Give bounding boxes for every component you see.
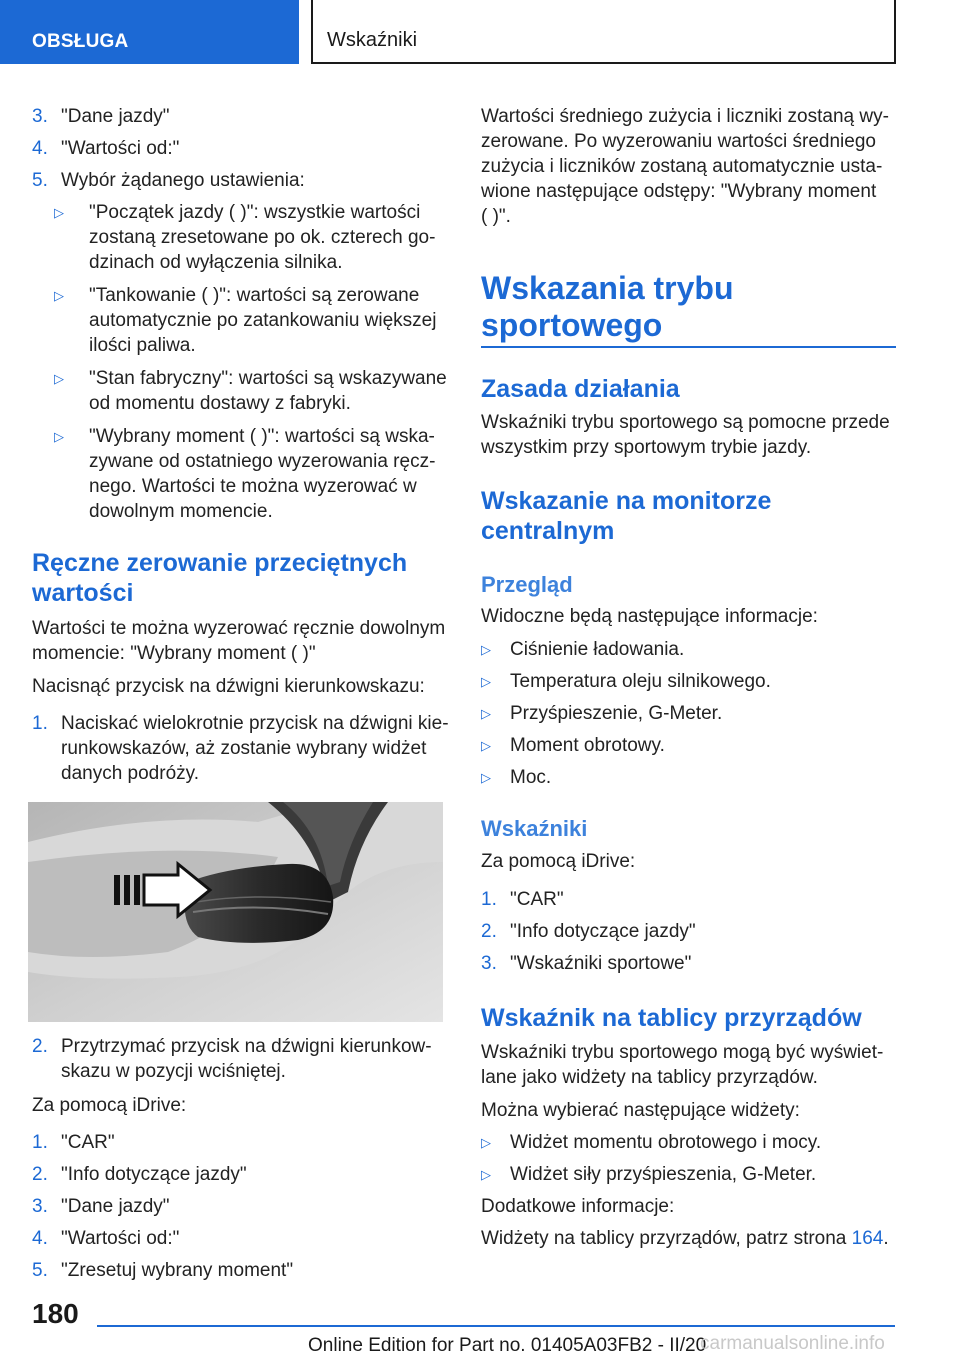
triangle-bullet-icon: ▷ (54, 371, 64, 386)
chapter-heading: sportowego (481, 307, 663, 343)
section-heading: centralnym (481, 517, 615, 545)
paragraph: Za pomocą iDrive: (32, 1095, 187, 1116)
header-chapter-box (311, 0, 896, 64)
step-text: Wybór żądanego ustawienia: (61, 170, 305, 191)
bullet-text: "Wybrany moment ( )": wartości są wska- (89, 426, 435, 447)
paragraph: Za pomocą iDrive: (481, 851, 636, 872)
paragraph-end: . (883, 1228, 889, 1249)
header-section-tab (0, 0, 299, 64)
triangle-bullet-icon: ▷ (481, 770, 491, 785)
bullet-text: dowolnym momencie. (89, 501, 273, 522)
step-text: Naciskać wielokrotnie przycisk na dźwigni kie- (61, 713, 449, 734)
triangle-bullet-icon: ▷ (481, 642, 491, 657)
step-text: danych podróży. (61, 763, 200, 784)
heading-rule (481, 346, 896, 348)
chapter-heading: Wskazania trybu (481, 270, 734, 306)
stalk-button-arrow-icon (28, 802, 443, 1022)
bullet-text: ilości paliwa. (89, 335, 196, 356)
turn-signal-stalk-illustration (28, 802, 443, 1022)
bullet-text: "Stan fabryczny": wartości są wskazywane (89, 368, 447, 389)
step-number: 1. (481, 889, 497, 910)
triangle-bullet-icon: ▷ (481, 1135, 491, 1150)
watermark-text: carmanualsonline.info (700, 1333, 885, 1354)
step-number: 2. (481, 921, 497, 942)
section-heading: Zasada działania (481, 375, 680, 403)
paragraph-text: Widżety na tablicy przyrządów, patrz strona (481, 1228, 852, 1249)
paragraph: Dodatkowe informacje: (481, 1196, 675, 1217)
paragraph: Nacisnąć przycisk na dźwigni kierunkowskazu: (32, 676, 425, 697)
page-reference-link[interactable]: 164 (851, 1228, 884, 1249)
step-text: "Dane jazdy" (61, 106, 170, 127)
paragraph: zerowane. Po wyzerowaniu wartości średniego (481, 131, 876, 152)
section-heading: Ręczne zerowanie przeciętnych (32, 549, 408, 577)
bullet-text: Przyśpieszenie, G-Meter. (510, 703, 723, 724)
paragraph: Wskaźniki trybu sportowego są pomocne przede (481, 412, 890, 433)
bullet-text: zostaną zresetowane po ok. czterech go- (89, 227, 436, 248)
bullet-text: automatycznie po zatankowaniu większej (89, 310, 437, 331)
step-number: 2. (32, 1164, 48, 1185)
bullet-text: Widżet momentu obrotowego i mocy. (510, 1132, 822, 1153)
step-number: 1. (32, 713, 48, 734)
step-number: 3. (32, 106, 48, 127)
step-text: "Info dotyczące jazdy" (510, 921, 696, 942)
section-heading: Wskazanie na monitorze (481, 487, 772, 515)
step-text: "Dane jazdy" (61, 1196, 170, 1217)
step-text: skazu w pozycji wciśniętej. (61, 1061, 286, 1082)
paragraph: wione następujące odstępy: "Wybrany moment (481, 181, 877, 202)
header-chapter-label: Wskaźniki (327, 29, 418, 51)
paragraph: ( )". (481, 206, 511, 227)
bullet-text: "Tankowanie ( )": wartości są zerowane (89, 285, 420, 306)
bullet-text: nego. Wartości te można wyzerować w (89, 476, 417, 497)
triangle-bullet-icon: ▷ (481, 706, 491, 721)
bullet-text: dzinach od wyłączenia silnika. (89, 252, 343, 273)
triangle-bullet-icon: ▷ (481, 1167, 491, 1182)
bullet-text: Temperatura oleju silnikowego. (510, 671, 771, 692)
bullet-text: Moc. (510, 767, 552, 788)
step-number: 3. (481, 953, 497, 974)
step-text: "Zresetuj wybrany moment" (61, 1260, 294, 1281)
bullet-text: Moment obrotowy. (510, 735, 665, 756)
bullet-text: zywane od ostatniego wyzerowania ręcz- (89, 451, 436, 472)
subsection-heading: Wskaźniki (481, 816, 588, 841)
step-text: runkowskazów, aż zostanie wybrany widżet (61, 738, 427, 759)
bullet-text: "Początek jazdy ( )": wszystkie wartości (89, 202, 421, 223)
step-number: 4. (32, 1228, 48, 1249)
step-number: 5. (32, 1260, 48, 1281)
section-heading: wartości (32, 579, 134, 607)
paragraph: Wartości te można wyzerować ręcznie dowolnym (32, 618, 446, 639)
step-number: 2. (32, 1036, 48, 1057)
paragraph: momencie: "Wybrany moment ( )" (32, 643, 316, 664)
triangle-bullet-icon: ▷ (481, 738, 491, 753)
paragraph-with-link (481, 1226, 889, 1252)
paragraph: Wartości średniego zużycia i liczniki zostaną wy- (481, 106, 889, 127)
step-number: 5. (32, 170, 48, 191)
paragraph: Wskaźniki trybu sportowego mogą być wyświet- (481, 1042, 884, 1063)
triangle-bullet-icon: ▷ (481, 674, 491, 689)
step-number: 1. (32, 1132, 48, 1153)
triangle-bullet-icon: ▷ (54, 205, 64, 220)
step-text: "Wartości od:" (61, 1228, 180, 1249)
step-text: Przytrzymać przycisk na dźwigni kierunkow- (61, 1036, 432, 1057)
triangle-bullet-icon: ▷ (54, 429, 64, 444)
step-number: 4. (32, 138, 48, 159)
step-number: 3. (32, 1196, 48, 1217)
footer-edition: Online Edition for Part no. 01405A03FB2 - II/20 (308, 1335, 707, 1356)
step-text: "Wskaźniki sportowe" (510, 953, 692, 974)
subsection-heading: Przegląd (481, 572, 573, 597)
paragraph: lane jako widżety na tablicy przyrządów. (481, 1067, 818, 1088)
step-text: "Info dotyczące jazdy" (61, 1164, 247, 1185)
bullet-text: Ciśnienie ładowania. (510, 639, 685, 660)
step-text: "CAR" (510, 889, 564, 910)
triangle-bullet-icon: ▷ (54, 288, 64, 303)
section-heading: Wskaźnik na tablicy przyrządów (481, 1004, 862, 1032)
paragraph: wszystkim przy sportowym trybie jazdy. (481, 437, 812, 458)
step-text: "CAR" (61, 1132, 115, 1153)
page-number: 180 (32, 1298, 79, 1329)
paragraph: Można wybierać następujące widżety: (481, 1100, 800, 1121)
bullet-text: Widżet siły przyśpieszenia, G-Meter. (510, 1164, 817, 1185)
footer-rule (97, 1325, 895, 1327)
header-section-label: OBSŁUGA (32, 31, 129, 52)
paragraph: zużycia i liczników zostaną automatycznie usta- (481, 156, 883, 177)
paragraph: Widoczne będą następujące informacje: (481, 606, 818, 627)
step-text: "Wartości od:" (61, 138, 180, 159)
bullet-text: od momentu dostawy z fabryki. (89, 393, 351, 414)
